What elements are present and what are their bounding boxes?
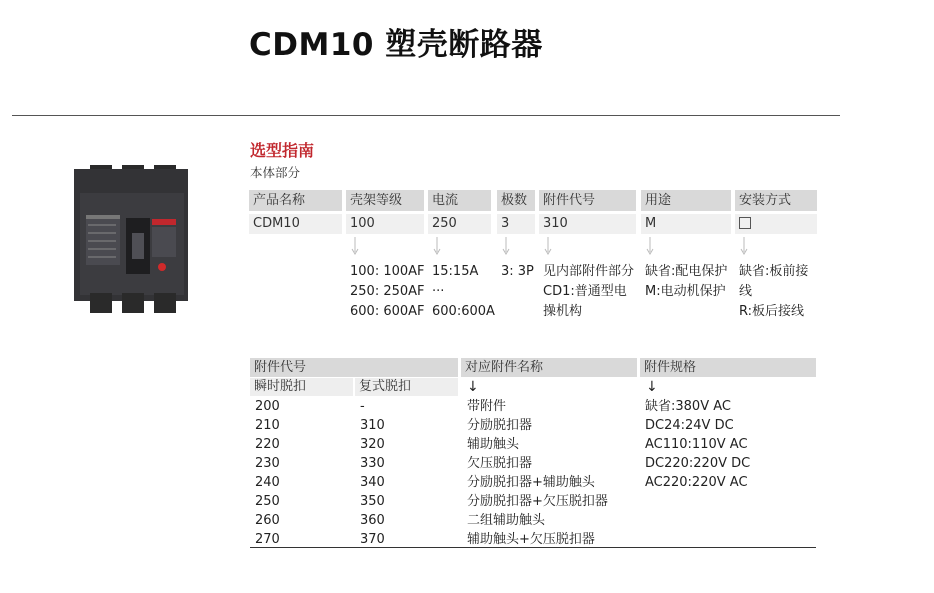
instant-trip-column [255,397,280,549]
header-accessory-spec: 附件规格 [640,358,816,377]
accessory-code-notes [543,262,634,322]
breaker-product-image [72,163,196,315]
mounting-option: R:板后接线 [739,304,805,319]
table-cell: 210 [255,418,280,433]
table-cell: - [360,399,365,414]
table-bottom-rule [250,547,816,548]
table-cell: 240 [255,475,280,490]
accessory-code-note: 见内部附件部分 [543,264,635,279]
arrow-down-icon [542,236,554,256]
table-cell: 分励脱扣器+欠压脱扣器 [467,494,608,509]
mounting-placeholder-box [739,217,751,229]
current-option: 600:600A [432,304,495,319]
subheader-instant-trip: 瞬时脱扣 [250,378,353,396]
table-cell: 370 [360,532,385,547]
frame-grade-option: 600: 600AF [350,304,425,319]
selection-guide-subheading: 本体部分 [250,165,301,180]
table-cell: 分励脱扣器+辅助触头 [467,475,595,490]
table-cell: AC110:110V AC [645,437,748,452]
table-cell: 350 [360,494,385,509]
value-accessory-code: 310 [539,214,636,234]
mounting-option: 缺省:板前接 [739,264,809,279]
arrow-down-icon [738,236,750,256]
arrow-down-icon [349,236,361,256]
table-cell: 260 [255,513,280,528]
accessory-code-note: 操机构 [543,304,583,319]
table-cell: 230 [255,456,280,471]
value-product-name: CDM10 [249,214,342,234]
arrow-down-icon [500,236,512,256]
value-current: 250 [428,214,491,234]
table-cell: 340 [360,475,385,490]
table-cell: 270 [255,532,280,547]
table-cell: 250 [255,494,280,509]
header-mounting: 安装方式 [735,190,817,211]
pole-option: 3: 3P [501,264,534,279]
current-option: 15:15A [432,264,479,279]
mounting-option: 线 [739,284,753,299]
table-cell: 330 [360,456,385,471]
current-option: ··· [432,284,445,299]
accessory-code-note: CD1:普通型电 [543,284,627,299]
selection-guide-heading: 选型指南 [250,141,315,160]
accessory-name-column [467,397,608,549]
page-title: CDM10 塑壳断路器 [249,27,543,63]
accessory-spec-column [645,397,750,492]
table-cell: 220 [255,437,280,452]
title-divider [12,115,840,116]
value-poles: 3 [497,214,535,234]
current-options [432,262,495,322]
value-frame-grade: 100 [346,214,424,234]
header-accessory-name: 对应附件名称 [461,358,637,377]
table-cell: 带附件 [467,399,507,414]
table-cell: 分励脱扣器 [467,418,533,433]
value-usage: M [641,214,731,234]
arrow-down-icon: ↓ [467,379,479,395]
table-cell: 360 [360,513,385,528]
header-poles: 极数 [497,190,535,211]
arrow-down-icon [431,236,443,256]
value-mounting [735,214,817,234]
arrow-down-icon: ↓ [646,379,658,395]
frame-grade-options [350,262,425,322]
table-cell: 辅助触头 [467,437,520,452]
table-cell: 二组辅助触头 [467,513,546,528]
table-cell: AC220:220V AC [645,475,748,490]
header-frame-grade: 壳架等级 [346,190,424,211]
mounting-options [739,262,808,322]
frame-grade-option: 250: 250AF [350,284,425,299]
compound-trip-column [360,397,385,549]
header-accessory-code-table: 附件代号 [250,358,458,377]
table-cell: 欠压脱扣器 [467,456,533,471]
frame-grade-option: 100: 100AF [350,264,425,279]
usage-option: 缺省:配电保护 [645,264,728,279]
usage-option: M:电动机保护 [645,284,726,299]
header-usage: 用途 [641,190,731,211]
table-cell: 320 [360,437,385,452]
usage-options [645,262,727,302]
header-accessory-code: 附件代号 [539,190,636,211]
table-cell: DC24:24V DC [645,418,734,433]
header-product-name: 产品名称 [249,190,342,211]
table-cell: 辅助触头+欠压脱扣器 [467,532,595,547]
pole-options [501,262,534,282]
arrow-down-icon [644,236,656,256]
table-cell: 缺省:380V AC [645,399,731,414]
table-cell: 200 [255,399,280,414]
table-cell: 310 [360,418,385,433]
subheader-compound-trip: 复式脱扣 [355,378,458,396]
table-cell: DC220:220V DC [645,456,751,471]
header-current: 电流 [428,190,491,211]
